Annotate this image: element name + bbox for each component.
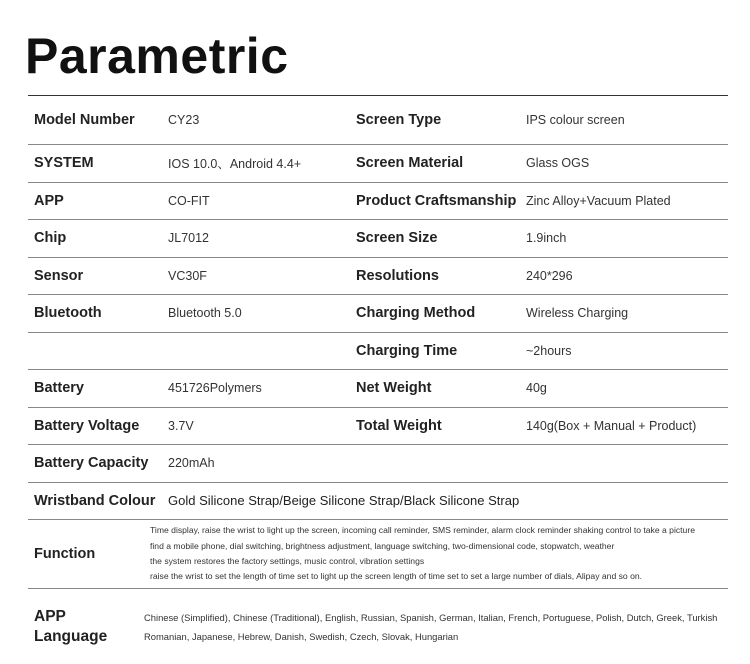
table-row — [28, 145, 728, 183]
app-language-row — [28, 589, 728, 664]
spec-label: Battery Voltage — [34, 417, 140, 434]
spec-label: Battery — [34, 380, 84, 397]
function-line: find a mobile phone, dial switching, brightness adjustment, language switching, two-dimensional code, stopwatch, weather — [150, 540, 615, 551]
function-row — [28, 520, 728, 589]
language-line: Chinese (Simplified), Chinese (Traditional), English, Russian, Spanish, German, Italian, French, Portuguese, Polish, Dutch, Greek, Turkish — [144, 611, 718, 623]
spec-label: APP — [34, 192, 64, 209]
spec-value: ~2hours — [526, 343, 572, 358]
spec-label: Chip — [34, 230, 67, 247]
table-row — [28, 295, 728, 333]
spec-label: Screen Material — [356, 155, 464, 172]
function-label: Function — [34, 546, 96, 562]
spec-label: SYSTEM — [34, 155, 94, 172]
spec-table — [28, 95, 728, 664]
language-line: Romanian, Japanese, Hebrew, Danish, Swedish, Czech, Slovak, Hungarian — [144, 630, 459, 642]
spec-value: Zinc Alloy+Vacuum Plated — [526, 193, 671, 208]
spec-value: Glass OGS — [526, 156, 590, 171]
spec-value: VC30F — [168, 268, 207, 283]
table-row — [28, 258, 728, 296]
table-row — [28, 220, 728, 258]
spec-value: CY23 — [168, 113, 200, 127]
spec-label: Charging Method — [356, 305, 476, 322]
table-row — [28, 183, 728, 221]
spec-label: Net Weight — [356, 380, 432, 397]
table-row — [28, 408, 728, 446]
spec-label: Bluetooth — [34, 305, 102, 322]
spec-value: 140g(Box + Manual + Product) — [526, 418, 697, 433]
table-row — [28, 96, 728, 145]
spec-value: Wireless Charging — [526, 306, 629, 321]
app-language-label-line: Language — [34, 627, 108, 645]
spec-label: Product Craftsmanship — [356, 192, 517, 209]
spec-value: 3.7V — [168, 418, 194, 433]
spec-label: Resolutions — [356, 267, 439, 284]
spec-value: 451726Polymers — [168, 381, 262, 396]
spec-value: IOS 10.0、Android 4.4+ — [168, 157, 302, 172]
spec-label: Charging Time — [356, 342, 458, 359]
spec-label: Screen Size — [356, 230, 438, 247]
function-description — [150, 523, 728, 584]
spec-label: Screen Type — [356, 112, 442, 128]
spec-value: JL7012 — [168, 231, 210, 246]
function-line: Time display, raise the wrist to light up the screen, incoming call reminder, SMS reminder, alarm clock reminder shaking control to take a picture — [150, 525, 695, 536]
spec-value: 240*296 — [526, 268, 573, 283]
spec-value: 40g — [526, 381, 547, 396]
app-language-list — [144, 608, 728, 646]
spec-value: 220mAh — [168, 456, 215, 471]
spec-value: IPS colour screen — [526, 113, 625, 127]
wristband-value: Gold Silicone Strap/Beige Silicone Strap/Black Silicone Strap — [168, 493, 520, 509]
spec-label: Battery Capacity — [34, 455, 149, 472]
app-language-label — [28, 607, 144, 647]
function-line: raise the wrist to set the length of time set to light up the screen length of time set to set a large number of dials, Alipay and so on. — [150, 571, 643, 582]
spec-label: Model Number — [34, 112, 135, 128]
function-line: the system restores the factory settings, music control, vibration settings — [150, 556, 425, 566]
spec-value: CO-FIT — [168, 193, 210, 208]
spec-label: Sensor — [34, 267, 84, 284]
app-language-label-line: APP — [34, 607, 66, 625]
spec-label: Total Weight — [356, 417, 442, 434]
table-row — [28, 445, 728, 483]
spec-value: 1.9inch — [526, 231, 567, 246]
wristband-label: Wristband Colour — [34, 492, 156, 509]
page-title: Parametric — [25, 28, 289, 84]
spec-value: Bluetooth 5.0 — [168, 306, 242, 321]
table-row — [28, 370, 728, 408]
table-row — [28, 333, 728, 371]
wristband-row — [28, 483, 728, 521]
